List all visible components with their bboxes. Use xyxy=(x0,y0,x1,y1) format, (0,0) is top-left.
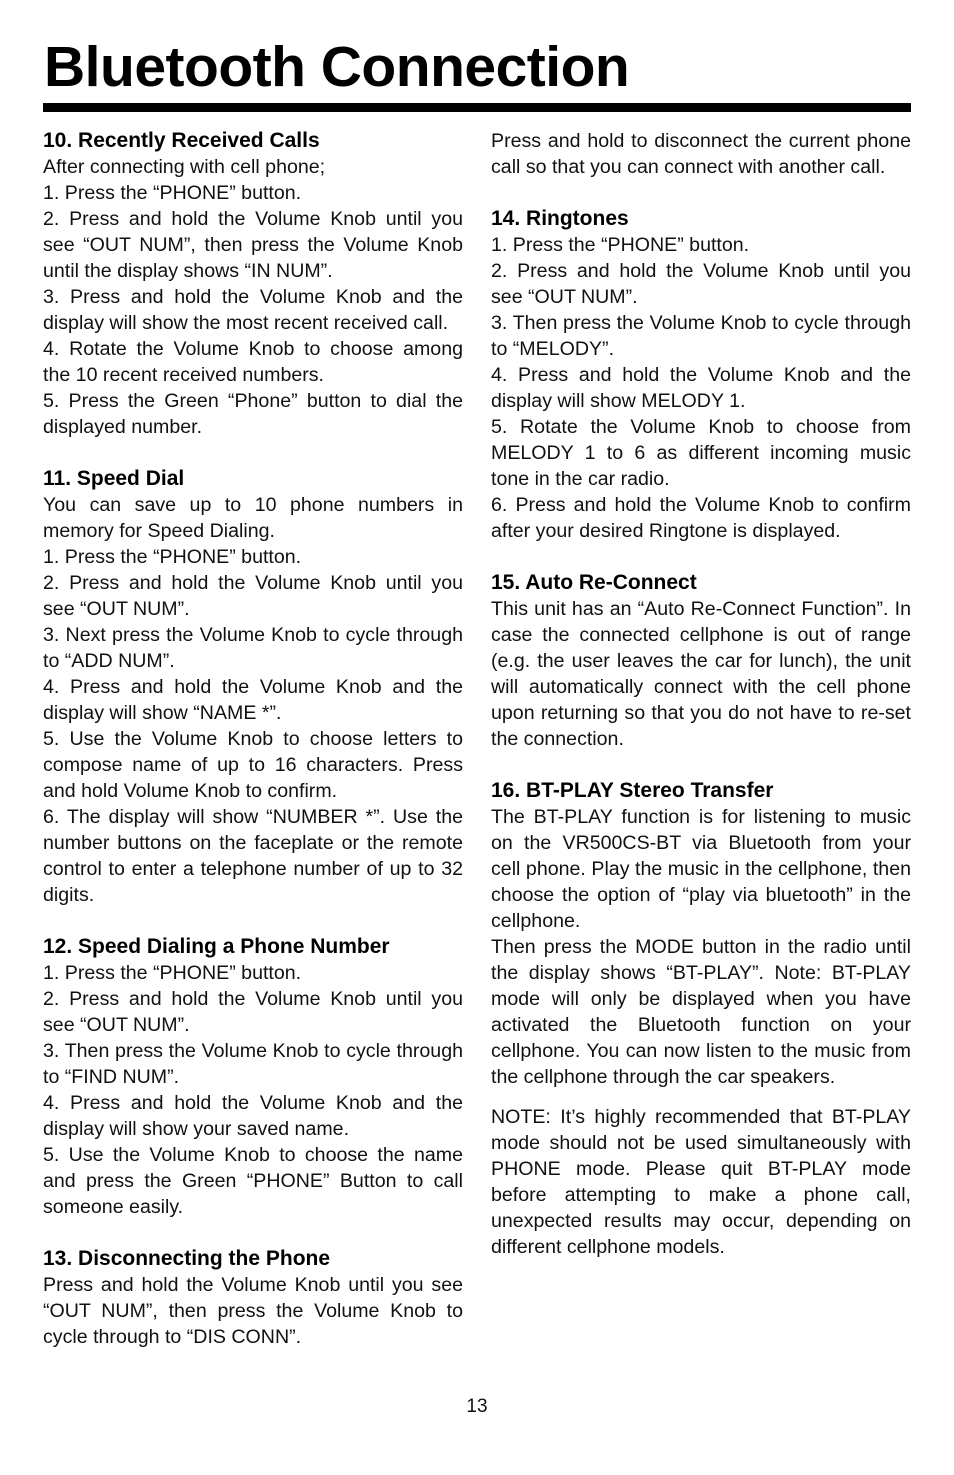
section-line: 5. Press the Green “Phone” button to dial the displayed number. xyxy=(43,390,463,438)
title-rule xyxy=(43,103,911,112)
section-line: 2. Press and hold the Volume Knob until you see “OUT NUM”. xyxy=(491,260,911,308)
section-line: 4. Press and hold the Volume Knob and the display will show MELODY 1. xyxy=(491,364,911,412)
right-column xyxy=(491,128,911,1286)
section-ringtones xyxy=(491,206,911,544)
section-line: Then press the MODE button in the radio until the display shows “BT-PLAY”. Note: BT-PLAY mode will only be displayed when you have activated the Bluetooth function on your cellphone. You can now listen to the music from the cellphone through the car speakers. xyxy=(491,936,911,1088)
section-speed-dial xyxy=(43,466,463,908)
section-disconnecting-phone xyxy=(43,1246,463,1350)
section-disconnecting-phone-continued xyxy=(491,128,911,180)
section-line: The BT-PLAY function is for listening to music on the VR500CS-BT via Bluetooth from your cell phone. Play the music in the cellphone, then choose the option of “play via bluetooth” in the cellphone. xyxy=(491,806,911,932)
section-line: 6. Press and hold the Volume Knob to confirm after your desired Ringtone is displayed. xyxy=(491,494,911,542)
section-note: NOTE: It’s highly recommended that BT-PLAY mode should not be used simultaneously with PHONE mode. Please quit BT-PLAY mode before attempting to make a phone call, unexpected results may occur, depending on different cellphone models. xyxy=(491,1106,911,1258)
section-line: 3. Then press the Volume Knob to cycle through to “MELODY”. xyxy=(491,312,911,360)
section-line: 5. Use the Volume Knob to choose letters to compose name of up to 16 characters. Press and hold Volume Knob to confirm. xyxy=(43,728,463,802)
section-heading: 14. Ringtones xyxy=(491,207,629,230)
section-line: 4. Press and hold the Volume Knob and the display will show “NAME *”. xyxy=(43,676,463,724)
section-heading: 10. Recently Received Calls xyxy=(43,129,320,152)
section-line: 2. Press and hold the Volume Knob until you see “OUT NUM”, then press the Volume Knob until the display shows “IN NUM”. xyxy=(43,208,463,282)
section-heading: 15. Auto Re-Connect xyxy=(491,571,697,594)
section-line: After connecting with cell phone; xyxy=(43,156,326,178)
section-line: 3. Next press the Volume Knob to cycle through to “ADD NUM”. xyxy=(43,624,463,672)
left-column xyxy=(43,128,463,1376)
section-auto-reconnect xyxy=(491,570,911,752)
section-line: Press and hold the Volume Knob until you see “OUT NUM”, then press the Volume Knob to cycle through to “DIS CONN”. xyxy=(43,1274,463,1348)
page-title: Bluetooth Connection xyxy=(44,35,630,99)
section-line: You can save up to 10 phone numbers in memory for Speed Dialing. xyxy=(43,494,463,542)
section-heading: 12. Speed Dialing a Phone Number xyxy=(43,935,390,958)
section-line: Press and hold to disconnect the current phone call so that you can connect with another call. xyxy=(491,130,911,178)
section-line: 3. Press and hold the Volume Knob and the display will show the most recent received call. xyxy=(43,286,463,334)
section-speed-dialing-number xyxy=(43,934,463,1220)
page-number: 13 xyxy=(466,1396,488,1417)
section-heading: 16. BT-PLAY Stereo Transfer xyxy=(491,779,774,802)
section-line: 5. Use the Volume Knob to choose the name and press the Green “PHONE” Button to call someone easily. xyxy=(43,1144,463,1218)
section-line: 5. Rotate the Volume Knob to choose from MELODY 1 to 6 as different incoming music tone in the car radio. xyxy=(491,416,911,490)
section-line: This unit has an “Auto Re-Connect Function”. In case the connected cellphone is out of range (e.g. the user leaves the car for lunch), the unit will automatically connect with the cell phone upon returning so that you do not have to re-set the connection. xyxy=(491,598,911,750)
section-line: 3. Then press the Volume Knob to cycle through to “FIND NUM”. xyxy=(43,1040,463,1088)
section-line: 4. Press and hold the Volume Knob and the display will show your saved name. xyxy=(43,1092,463,1140)
section-line: 4. Rotate the Volume Knob to choose among the 10 recent received numbers. xyxy=(43,338,463,386)
section-line: 1. Press the “PHONE” button. xyxy=(491,234,750,256)
section-line: 1. Press the “PHONE” button. xyxy=(43,962,302,984)
section-heading: 13. Disconnecting the Phone xyxy=(43,1247,331,1270)
section-line: 6. The display will show “NUMBER *”. Use the number buttons on the faceplate or the remote control to enter a telephone number of up to 32 digits. xyxy=(43,806,463,906)
section-line: 2. Press and hold the Volume Knob until you see “OUT NUM”. xyxy=(43,988,463,1036)
section-recently-received-calls xyxy=(43,128,463,440)
section-heading: 11. Speed Dial xyxy=(43,467,185,490)
section-line: 1. Press the “PHONE” button. xyxy=(43,546,302,568)
section-line: 2. Press and hold the Volume Knob until you see “OUT NUM”. xyxy=(43,572,463,620)
section-line: 1. Press the “PHONE” button. xyxy=(43,182,302,204)
section-bt-play xyxy=(491,778,911,1260)
